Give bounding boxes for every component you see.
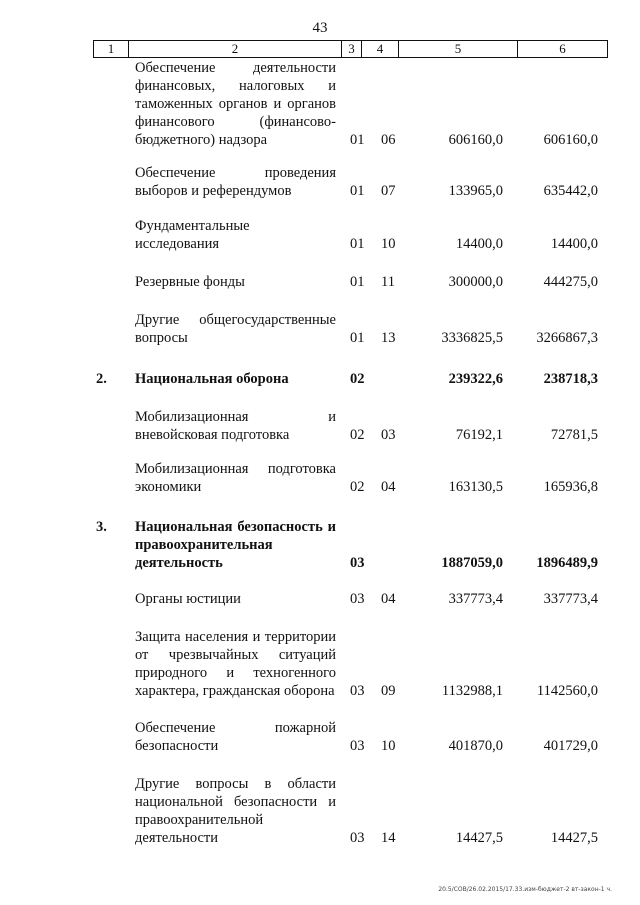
row-amount-2: 606160,0 — [543, 132, 598, 148]
row-name: Резервные фонды — [135, 274, 245, 290]
row-amount-2: 635442,0 — [543, 183, 598, 199]
row-subsection: 04 — [381, 479, 396, 495]
table-row — [0, 608, 640, 700]
table-row — [0, 291, 640, 347]
row-name: Другие общегосударственные вопросы — [135, 312, 336, 346]
row-name: Национальная безопасность и правоохранительная деятельность — [135, 519, 336, 571]
row-number: 3. — [96, 519, 107, 535]
row-amount-2: 14427,5 — [550, 830, 598, 846]
page-number: 43 — [312, 20, 328, 36]
row-amount-1: 3336825,5 — [441, 330, 503, 346]
table-row-section — [0, 347, 640, 388]
row-subsection: 03 — [381, 427, 396, 443]
row-amount-1: 76192,1 — [455, 427, 503, 443]
row-name: Обеспечение проведения выборов и референдумов — [135, 165, 336, 199]
table-row — [0, 755, 640, 847]
header-cell-6: 6 — [559, 41, 566, 56]
row-subsection: 13 — [381, 330, 396, 346]
row-amount-1: 1132988,1 — [441, 683, 503, 699]
header-cell-4: 4 — [362, 41, 399, 57]
row-name: Мобилизационная подготовка экономики — [135, 461, 336, 495]
row-subsection: 11 — [381, 274, 395, 290]
table-row — [0, 200, 640, 253]
header-cell-1: 1 — [94, 41, 129, 57]
row-name: Защита населения и территории от чрезвычайных ситуаций природного и техногенного характера, гражданская оборона — [135, 629, 336, 699]
row-section: 01 — [350, 330, 365, 346]
row-amount-2: 14400,0 — [550, 236, 598, 252]
row-section: 03 — [350, 683, 365, 699]
row-amount-1: 14427,5 — [455, 830, 503, 846]
row-name: Мобилизационная и вневойсковая подготовка — [135, 409, 336, 443]
table-header — [93, 40, 608, 58]
row-subsection: 09 — [381, 683, 396, 699]
table-row — [0, 444, 640, 496]
row-amount-2: 238718,3 — [543, 371, 598, 387]
row-amount-1: 401870,0 — [448, 738, 503, 754]
row-section: 01 — [350, 132, 365, 148]
header-cell-2: 2 — [129, 41, 342, 57]
row-name: Обеспечение деятельности финансовых, налоговых и таможенных органов и органов финансового (финансово-бюджетного) надзора — [135, 60, 336, 148]
document-footer-code: 20.5/СОВ/26.02.2015/17.33.изм-бюджет-2 вт-закон-1 ч. — [438, 886, 612, 893]
row-amount-1: 163130,5 — [448, 479, 503, 495]
header-cell-5: 5 — [399, 41, 518, 57]
header-cell-3: 3 — [342, 41, 362, 57]
row-amount-1: 1887059,0 — [441, 555, 503, 571]
row-amount-2: 165936,8 — [543, 479, 598, 495]
row-amount-1: 239322,6 — [448, 371, 503, 387]
row-section: 01 — [350, 236, 365, 252]
table-row — [0, 700, 640, 755]
row-section: 01 — [350, 183, 365, 199]
row-amount-1: 337773,4 — [448, 591, 503, 607]
row-subsection: 07 — [381, 183, 396, 199]
row-section: 01 — [350, 274, 365, 290]
row-subsection: 04 — [381, 591, 396, 607]
row-amount-1: 133965,0 — [448, 183, 503, 199]
row-subsection: 06 — [381, 132, 396, 148]
row-amount-2: 444275,0 — [543, 274, 598, 290]
row-amount-2: 1142560,0 — [536, 683, 598, 699]
table-row — [0, 572, 640, 608]
table-row — [0, 149, 640, 200]
row-amount-1: 606160,0 — [448, 132, 503, 148]
row-section: 03 — [350, 830, 365, 846]
row-section: 02 — [350, 371, 365, 387]
table-row — [0, 59, 640, 149]
row-name: Органы юстиции — [135, 591, 241, 607]
row-name: Национальная оборона — [135, 371, 289, 387]
row-number: 2. — [96, 371, 107, 387]
row-subsection: 10 — [381, 236, 396, 252]
row-section: 02 — [350, 479, 365, 495]
row-amount-2: 401729,0 — [543, 738, 598, 754]
row-name: Фундаментальные исследования — [135, 218, 250, 252]
row-section: 03 — [350, 738, 365, 754]
table-row-section — [0, 496, 640, 572]
row-amount-2: 337773,4 — [543, 591, 598, 607]
row-amount-1: 300000,0 — [448, 274, 503, 290]
row-amount-2: 3266867,3 — [536, 330, 598, 346]
row-amount-1: 14400,0 — [455, 236, 503, 252]
row-section: 03 — [350, 591, 365, 607]
budget-table — [0, 59, 640, 847]
row-name: Другие вопросы в области национальной безопасности и правоохранительной деятельности — [135, 776, 336, 846]
row-name: Обеспечение пожарной безопасности — [135, 720, 336, 754]
row-section: 02 — [350, 427, 365, 443]
row-section: 03 — [350, 555, 365, 571]
row-subsection: 10 — [381, 738, 396, 754]
row-subsection: 14 — [381, 830, 396, 846]
table-row — [0, 253, 640, 291]
row-amount-2: 72781,5 — [550, 427, 598, 443]
row-amount-2: 1896489,9 — [536, 555, 598, 571]
table-row — [0, 388, 640, 444]
